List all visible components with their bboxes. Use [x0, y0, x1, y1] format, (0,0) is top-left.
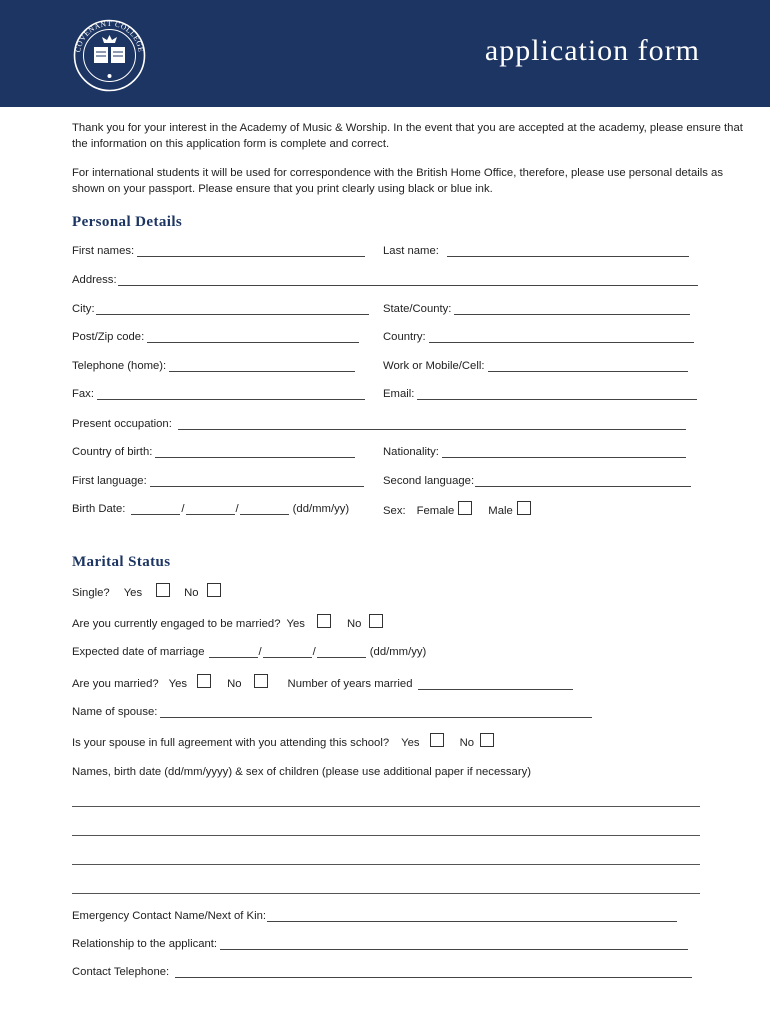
expected-month-field[interactable] [263, 646, 312, 658]
fax-label: Fax: [72, 388, 94, 400]
male-label: Male [488, 505, 513, 517]
spouse-name-field[interactable] [160, 706, 592, 718]
second-language-label: Second language: [383, 475, 475, 487]
female-label: Female [416, 505, 455, 517]
state-label: State/County: [383, 303, 452, 315]
country-of-birth-field[interactable] [155, 446, 355, 458]
sex-label: Sex: [383, 505, 406, 517]
contact-telephone-field[interactable] [175, 966, 692, 978]
second-language-field[interactable] [475, 475, 691, 487]
engaged-no-checkbox[interactable] [369, 614, 383, 628]
occupation-field[interactable] [178, 418, 686, 430]
email-field[interactable] [417, 388, 697, 400]
relationship-field[interactable] [220, 938, 688, 950]
country-label: Country: [383, 331, 426, 343]
engaged-yes-label: Yes [286, 618, 305, 630]
agreement-no-label: No [459, 737, 475, 749]
address-field[interactable] [118, 274, 698, 286]
married-no-label: No [227, 678, 242, 690]
married-no-checkbox[interactable] [254, 674, 268, 688]
birth-day-field[interactable] [131, 503, 180, 515]
work-mobile-field[interactable] [488, 360, 688, 372]
birth-month-field[interactable] [186, 503, 235, 515]
last-name-field[interactable] [447, 245, 689, 257]
expected-year-field[interactable] [317, 646, 366, 658]
expected-date-label: Expected date of marriage [72, 646, 205, 658]
first-names-label: First names: [72, 245, 135, 257]
emergency-contact-label: Emergency Contact Name/Next of Kin: [72, 910, 267, 922]
spouse-name-label: Name of spouse: [72, 706, 158, 718]
children-line-3[interactable] [72, 863, 700, 865]
years-married-field[interactable] [418, 678, 573, 690]
male-checkbox[interactable] [517, 501, 531, 515]
children-line-1[interactable] [72, 805, 700, 807]
nationality-field[interactable] [442, 446, 686, 458]
state-field[interactable] [454, 303, 690, 315]
telephone-home-field[interactable] [169, 360, 355, 372]
personal-details-heading: Personal Details [72, 214, 183, 230]
engaged-label: Are you currently engaged to be married? [72, 618, 281, 630]
address-label: Address: [72, 274, 117, 286]
contact-telephone-label: Contact Telephone: [72, 966, 170, 978]
fax-field[interactable] [97, 388, 365, 400]
last-name-label: Last name: [383, 245, 439, 257]
agreement-yes-checkbox[interactable] [430, 733, 444, 747]
single-no-label: No [184, 587, 199, 599]
postcode-label: Post/Zip code: [72, 331, 145, 343]
expected-day-field[interactable] [209, 646, 258, 658]
nationality-label: Nationality: [383, 446, 439, 458]
intro-paragraph-1: Thank you for your interest in the Academy of Music & Worship. In the event that you are accepted at the academy, please ensure that the information on this application form is complete and correct. [72, 122, 743, 150]
postcode-field[interactable] [147, 331, 359, 343]
country-of-birth-label: Country of birth: [72, 446, 153, 458]
svg-text:COVENANT COLLEGE: COVENANT COLLEGE [73, 18, 146, 54]
engaged-no-label: No [346, 618, 362, 630]
birth-date-format: (dd/mm/yy) [292, 503, 350, 515]
birth-date-label: Birth Date: [72, 503, 126, 515]
emergency-contact-field[interactable] [267, 910, 677, 922]
marital-status-heading: Marital Status [72, 554, 171, 570]
children-line-2[interactable] [72, 834, 700, 836]
married-yes-label: Yes [168, 678, 188, 690]
first-language-label: First language: [72, 475, 147, 487]
college-seal-logo [68, 16, 151, 95]
occupation-label: Present occupation: [72, 418, 172, 430]
children-label: Names, birth date (dd/mm/yyyy) & sex of children (please use additional paper if necessary) [72, 766, 531, 778]
single-no-checkbox[interactable] [207, 583, 221, 597]
email-label: Email: [383, 388, 415, 400]
single-label: Single? [72, 587, 110, 599]
female-checkbox[interactable] [458, 501, 472, 515]
spouse-agreement-label: Is your spouse in full agreement with you attending this school? [72, 737, 390, 749]
single-yes-label: Yes [123, 587, 143, 599]
work-mobile-label: Work or Mobile/Cell: [383, 360, 485, 372]
birth-year-field[interactable] [240, 503, 289, 515]
first-names-field[interactable] [137, 245, 365, 257]
children-line-4[interactable] [72, 892, 700, 894]
city-field[interactable] [96, 303, 369, 315]
relationship-label: Relationship to the applicant: [72, 938, 218, 950]
telephone-home-label: Telephone (home): [72, 360, 167, 372]
years-married-label: Number of years married [287, 678, 413, 690]
single-yes-checkbox[interactable] [156, 583, 170, 597]
expected-date-format: (dd/mm/yy) [369, 646, 427, 658]
agreement-yes-label: Yes [401, 737, 420, 749]
country-field[interactable] [429, 331, 694, 343]
first-language-field[interactable] [150, 475, 364, 487]
married-label: Are you married? [72, 678, 159, 690]
page-header [0, 0, 770, 107]
agreement-no-checkbox[interactable] [480, 733, 494, 747]
page-title: application form [484, 34, 700, 67]
married-yes-checkbox[interactable] [197, 674, 211, 688]
city-label: City: [72, 303, 95, 315]
intro-paragraph-2: For international students it will be used for correspondence with the British Home Office, therefore, please use personal details as shown on your passport. Please ensure that you print clearly using black or blue ink. [72, 167, 723, 195]
engaged-yes-checkbox[interactable] [317, 614, 331, 628]
